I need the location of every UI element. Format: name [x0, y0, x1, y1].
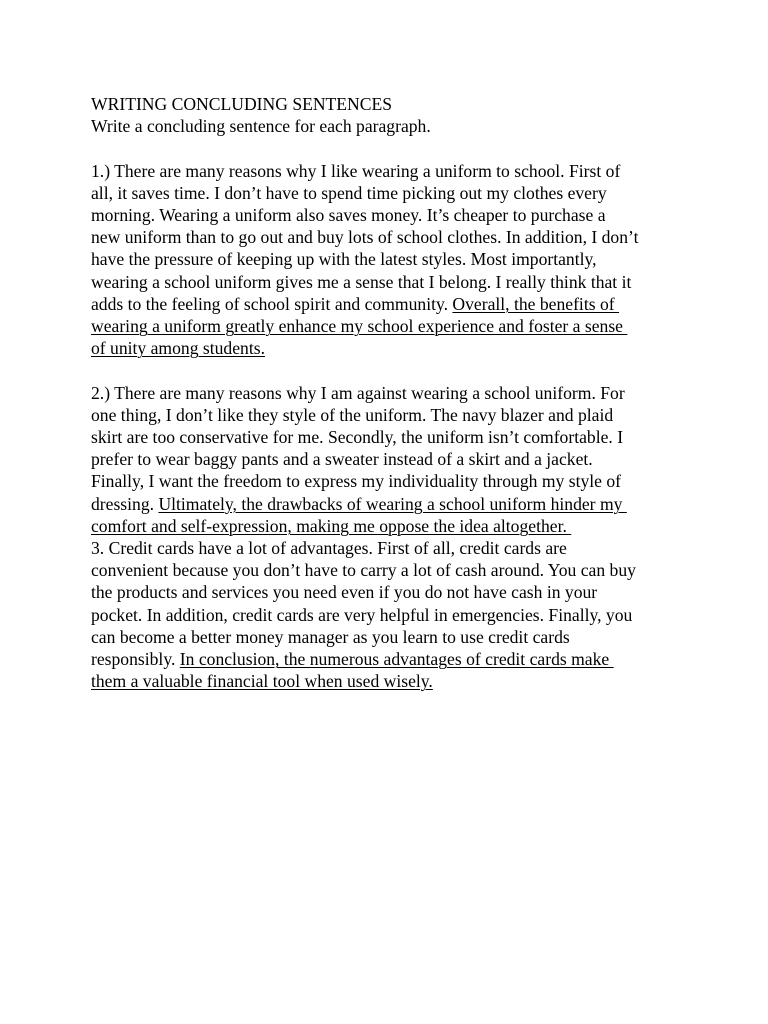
- paragraph-1: [91, 160, 691, 360]
- concluding-sentence: Ultimately, the drawbacks of wearing a school uniform hinder my: [158, 493, 627, 514]
- paragraph-line: 1.) There are many reasons why I like wearing a uniform to school. First of: [91, 160, 621, 181]
- paragraph-line: all, it saves time. I don’t have to spend time picking out my clothes every: [91, 182, 607, 203]
- paragraph-line: Finally, I want the freedom to express my individuality through my style of: [91, 471, 622, 492]
- document-title: WRITING CONCLUDING SENTENCES: [91, 94, 393, 114]
- concluding-sentence: of unity among students.: [91, 338, 265, 359]
- paragraph-line: skirt are too conservative for me. Secondly, the uniform isn’t comfortable. I: [91, 427, 624, 448]
- blank-line: [91, 137, 691, 159]
- paragraph-line: can become a better money manager as you learn to use credit cards: [91, 626, 570, 647]
- paragraph-line: pocket. In addition, credit cards are very helpful in emergencies. Finally, you: [91, 604, 633, 625]
- paragraph-line: convenient because you don’t have to carry a lot of cash around. You can buy: [91, 560, 636, 581]
- paragraph-3: [91, 537, 691, 692]
- concluding-sentence: them a valuable financial tool when used wisely.: [91, 671, 433, 692]
- paragraph-line: the products and services you need even if you do not have cash in your: [91, 582, 598, 603]
- blank-line: [91, 359, 691, 381]
- concluding-sentence: In conclusion, the numerous advantages of credit cards make: [179, 649, 614, 670]
- paragraph-line: have the pressure of keeping up with the latest styles. Most importantly,: [91, 249, 597, 270]
- concluding-sentence: wearing a uniform greatly enhance my school experience and foster a sense: [91, 316, 628, 337]
- paragraph-line: [91, 293, 691, 315]
- document-page: [91, 93, 691, 692]
- concluding-sentence: comfort and self-expression, making me oppose the idea altogether.: [91, 515, 572, 536]
- paragraph-line: wearing a school uniform gives me a sense that I belong. I really think that it: [91, 271, 632, 292]
- paragraph-line: new uniform than to go out and buy lots of school clothes. In addition, I don’t: [91, 227, 639, 248]
- instruction-text: Write a concluding sentence for each paragraph.: [91, 116, 431, 137]
- concluding-sentence: Overall, the benefits of: [452, 293, 620, 314]
- paragraph-line: morning. Wearing a uniform also saves money. It’s cheaper to purchase a: [91, 205, 606, 225]
- paragraph-line: prefer to wear baggy pants and a sweater instead of a skirt and a jacket.: [91, 449, 593, 470]
- paragraph-line: [91, 648, 691, 670]
- paragraph-text: adds to the feeling of school spirit and community.: [91, 293, 453, 314]
- paragraph-text: responsibly.: [91, 649, 180, 670]
- paragraph-line: 2.) There are many reasons why I am against wearing a school uniform. For: [91, 382, 625, 403]
- paragraph-2: [91, 382, 691, 537]
- paragraph-line: [91, 493, 691, 515]
- paragraph-line: 3. Credit cards have a lot of advantages. First of all, credit cards are: [91, 538, 567, 559]
- paragraph-line: one thing, I don’t like they style of the uniform. The navy blazer and plaid: [91, 404, 614, 425]
- paragraph-text: dressing.: [91, 493, 159, 514]
